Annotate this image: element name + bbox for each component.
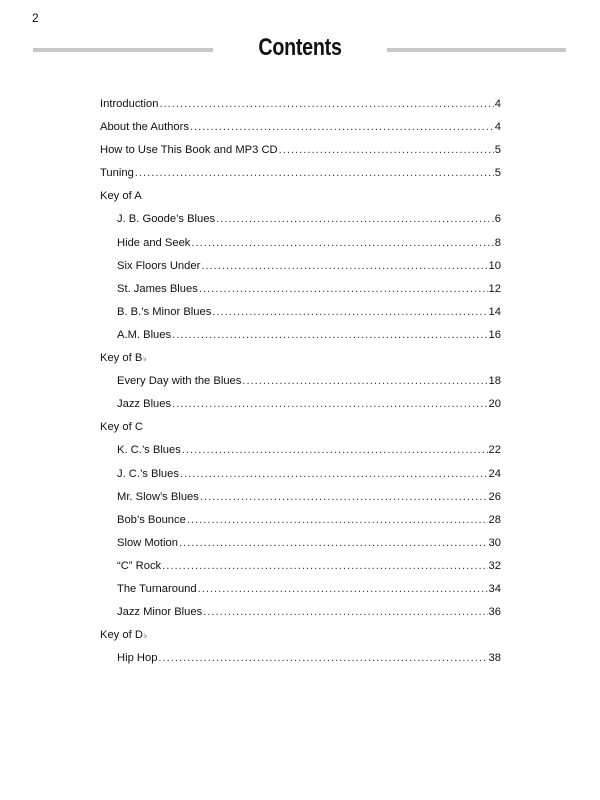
toc-entry xyxy=(100,559,501,582)
dot-leader xyxy=(187,513,488,527)
dot-leader xyxy=(190,120,494,134)
toc-entry xyxy=(100,120,501,143)
toc-entry xyxy=(100,374,501,397)
dot-leader xyxy=(180,467,488,481)
toc-entry-page: 16 xyxy=(488,328,501,341)
section-heading xyxy=(100,628,501,651)
dot-leader xyxy=(158,651,487,665)
toc-entry xyxy=(100,605,501,628)
toc-entry xyxy=(100,328,501,351)
toc-entry-title: B. B.’s Minor Blues xyxy=(117,305,212,318)
toc-entry-page: 18 xyxy=(488,375,501,388)
dot-leader xyxy=(191,236,493,250)
toc-entry-page: 30 xyxy=(488,536,501,549)
toc-entry xyxy=(100,259,501,282)
dot-leader xyxy=(199,282,488,296)
toc-entry-page: 4 xyxy=(494,98,501,110)
toc-entry-title: Hide and Seek xyxy=(117,236,191,249)
toc-entry xyxy=(100,582,501,605)
toc-entry-title: Introduction xyxy=(100,98,159,110)
toc-entry xyxy=(100,467,501,490)
dot-leader xyxy=(135,166,494,180)
dot-leader xyxy=(172,397,487,411)
toc-entry-title: J. C.’s Blues xyxy=(117,467,179,480)
dot-leader xyxy=(279,143,494,157)
toc-entry-page: 10 xyxy=(488,259,501,272)
toc-entry-title: How to Use This Book and MP3 CD xyxy=(100,144,278,157)
toc-entry-title: J. B. Goode’s Blues xyxy=(117,213,216,226)
toc-entry-title: Jazz Blues xyxy=(117,398,172,411)
toc-entry xyxy=(100,536,501,559)
toc-entry-page: 34 xyxy=(488,582,501,595)
toc-entry-title: Tuning xyxy=(100,167,134,180)
toc-entry xyxy=(100,443,501,466)
toc-entry xyxy=(100,212,501,235)
dot-leader xyxy=(198,582,488,596)
toc-entry-page: 6 xyxy=(494,213,501,226)
flat-symbol: ♭ xyxy=(143,633,148,641)
table-of-contents xyxy=(100,97,501,674)
dot-leader xyxy=(212,305,487,319)
toc-entry-page: 12 xyxy=(488,282,501,295)
toc-entry-page: 8 xyxy=(494,236,501,249)
toc-entry xyxy=(100,397,501,420)
section-heading xyxy=(100,420,501,443)
toc-entry xyxy=(100,305,501,328)
toc-entry-title: Slow Motion xyxy=(117,536,178,549)
toc-entry xyxy=(100,651,501,674)
toc-entry-page: 14 xyxy=(488,305,501,318)
toc-entry-title: Mr. Slow’s Blues xyxy=(117,490,199,503)
toc-entry-title: Every Day with the Blues xyxy=(117,375,242,388)
dot-leader xyxy=(159,97,493,111)
toc-entry-title: About the Authors xyxy=(100,121,189,134)
page-number: 2 xyxy=(32,11,39,25)
toc-entry-title: St. James Blues xyxy=(117,282,198,295)
toc-entry-page: 28 xyxy=(488,513,501,526)
toc-entry-page: 5 xyxy=(494,167,501,180)
section-heading-label: Key of D xyxy=(100,629,143,642)
dot-leader xyxy=(201,259,487,273)
toc-entry-page: 32 xyxy=(488,559,501,572)
section-heading-label: Key of B xyxy=(100,352,143,365)
toc-entry xyxy=(100,282,501,305)
toc-entry xyxy=(100,166,501,189)
dot-leader xyxy=(242,374,487,388)
toc-entry-page: 38 xyxy=(488,652,501,665)
toc-entry-title: A.M. Blues xyxy=(117,328,172,341)
toc-entry-page: 24 xyxy=(488,467,501,480)
toc-entry-page: 4 xyxy=(494,121,501,134)
toc-entry xyxy=(100,513,501,536)
toc-entry xyxy=(100,143,501,166)
toc-entry-title: K. C.’s Blues xyxy=(117,444,181,457)
dot-leader xyxy=(200,490,488,504)
toc-entry-page: 20 xyxy=(488,398,501,411)
toc-entry-page: 22 xyxy=(488,444,501,457)
toc-entry-title: Bob’s Bounce xyxy=(117,513,186,526)
page-title: Contents xyxy=(258,34,342,61)
dot-leader xyxy=(203,605,487,619)
dot-leader xyxy=(172,328,487,342)
section-heading-label: Key of C xyxy=(100,421,143,434)
toc-entry-title: Jazz Minor Blues xyxy=(117,606,203,619)
dot-leader xyxy=(179,536,488,550)
dot-leader xyxy=(162,559,487,573)
section-heading xyxy=(100,189,501,212)
dot-leader xyxy=(216,212,494,226)
toc-entry-page: 36 xyxy=(488,606,501,619)
toc-entry-page: 5 xyxy=(494,144,501,157)
section-heading-label: Key of A xyxy=(100,190,142,203)
toc-entry-title: Six Floors Under xyxy=(117,259,201,272)
dot-leader xyxy=(182,443,488,457)
toc-entry-title: The Turnaround xyxy=(117,582,197,595)
toc-entry xyxy=(100,490,501,513)
toc-entry-title: Hip Hop xyxy=(117,652,158,665)
flat-symbol: ♭ xyxy=(143,356,147,364)
toc-entry xyxy=(100,97,501,120)
toc-entry-title: “C” Rock xyxy=(117,559,162,572)
toc-entry-page: 26 xyxy=(488,490,501,503)
toc-entry xyxy=(100,236,501,259)
section-heading xyxy=(100,351,501,374)
